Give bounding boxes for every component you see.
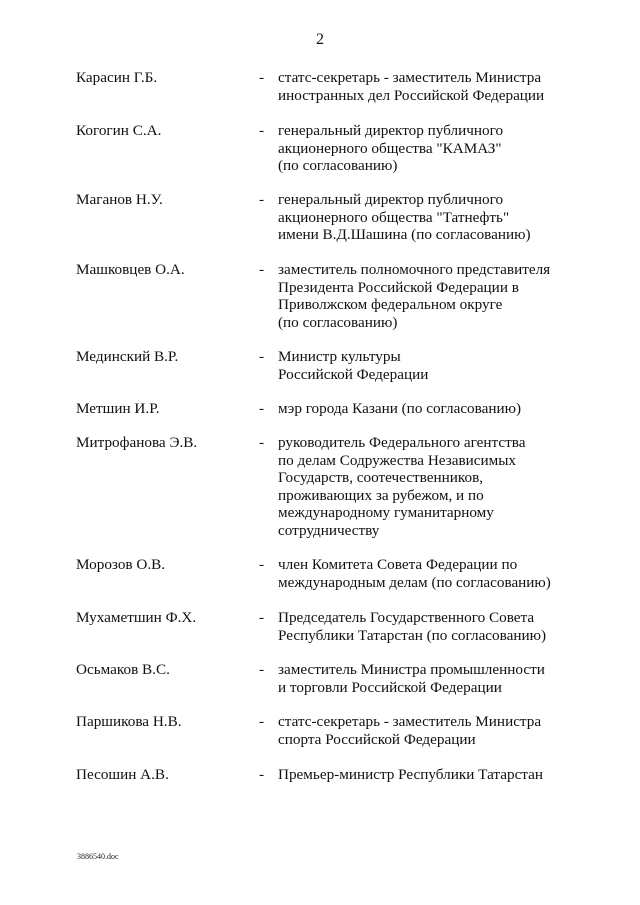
role-line: (по согласованию)	[278, 313, 398, 331]
dash-separator: -	[259, 766, 265, 783]
role-line: мэр города Казани (по согласованию)	[278, 400, 522, 417]
dash-separator: -	[259, 348, 265, 365]
page-number: 2	[316, 31, 324, 48]
member-name: Паршикова Н.В.	[76, 713, 182, 730]
role-line: и торговли Российской Федерации	[278, 678, 502, 696]
member-name: Машковцев О.А.	[76, 261, 185, 278]
member-name: Метшин И.Р.	[76, 400, 160, 417]
dash-separator: -	[259, 556, 265, 573]
role-line: Президента Российской Федерации в	[278, 278, 519, 296]
member-role	[278, 69, 618, 104]
role-line: член Комитета Совета Федерации по	[278, 556, 518, 573]
member-role	[278, 661, 618, 696]
role-line: генеральный директор публичного	[278, 122, 504, 139]
member-role	[278, 400, 618, 418]
dash-separator: -	[259, 661, 265, 678]
role-line: заместитель Министра промышленности	[278, 661, 545, 678]
member-role	[278, 434, 618, 540]
dash-separator: -	[259, 713, 265, 730]
dash-separator: -	[259, 609, 265, 626]
role-line: (по согласованию)	[278, 157, 398, 175]
role-line: спорта Российской Федерации	[278, 730, 476, 748]
dash-separator: -	[259, 122, 265, 139]
member-role	[278, 556, 618, 591]
role-line: по делам Содружества Независимых	[278, 451, 517, 469]
role-line: Министр культуры	[278, 348, 401, 365]
role-line: акционерного общества "КАМАЗ"	[278, 139, 502, 157]
member-role	[278, 609, 618, 644]
role-line: иностранных дел Российской Федерации	[278, 86, 545, 104]
role-line: Премьер-министр Республики Татарстан	[278, 766, 544, 783]
member-name: Мединский В.Р.	[76, 348, 179, 365]
role-line: международному гуманитарному	[278, 504, 494, 522]
role-line: Приволжском федеральном округе	[278, 296, 503, 314]
member-role	[278, 122, 618, 175]
member-role	[278, 348, 618, 383]
dash-separator: -	[259, 400, 265, 417]
member-role	[278, 713, 618, 748]
role-line: сотрудничеству	[278, 521, 380, 539]
member-name: Осьмаков В.С.	[76, 661, 170, 678]
member-role	[278, 191, 618, 244]
member-name: Песошин А.В.	[76, 766, 169, 783]
member-name: Карасин Г.Б.	[76, 69, 158, 86]
member-name: Морозов О.В.	[76, 556, 166, 573]
member-name: Мухаметшин Ф.Х.	[76, 609, 197, 626]
member-name: Когогин С.А.	[76, 122, 162, 139]
role-line: руководитель Федерального агентства	[278, 434, 526, 451]
role-line: заместитель полномочного представителя	[278, 261, 551, 278]
role-line: генеральный директор публичного	[278, 191, 504, 208]
dash-separator: -	[259, 434, 265, 451]
member-name: Маганов Н.У.	[76, 191, 163, 208]
role-line: имени В.Д.Шашина (по согласованию)	[278, 226, 531, 244]
role-line: акционерного общества "Татнефть"	[278, 208, 510, 226]
role-line: Председатель Государственного Совета	[278, 609, 535, 626]
document-filename: 3886540.doc	[77, 852, 119, 861]
dash-separator: -	[259, 191, 265, 208]
dash-separator: -	[259, 261, 265, 278]
member-name: Митрофанова Э.В.	[76, 434, 198, 451]
role-line: Республики Татарстан (по согласованию)	[278, 626, 547, 644]
member-role	[278, 261, 618, 331]
member-role	[278, 766, 618, 784]
role-line: проживающих за рубежом, и по	[278, 486, 484, 504]
role-line: международным делам (по согласованию)	[278, 573, 551, 591]
role-line: Государств, соотечественников,	[278, 469, 484, 487]
role-line: Российской Федерации	[278, 365, 429, 383]
role-line: статс-секретарь - заместитель Министра	[278, 69, 542, 86]
role-line: статс-секретарь - заместитель Министра	[278, 713, 542, 730]
dash-separator: -	[259, 69, 265, 86]
